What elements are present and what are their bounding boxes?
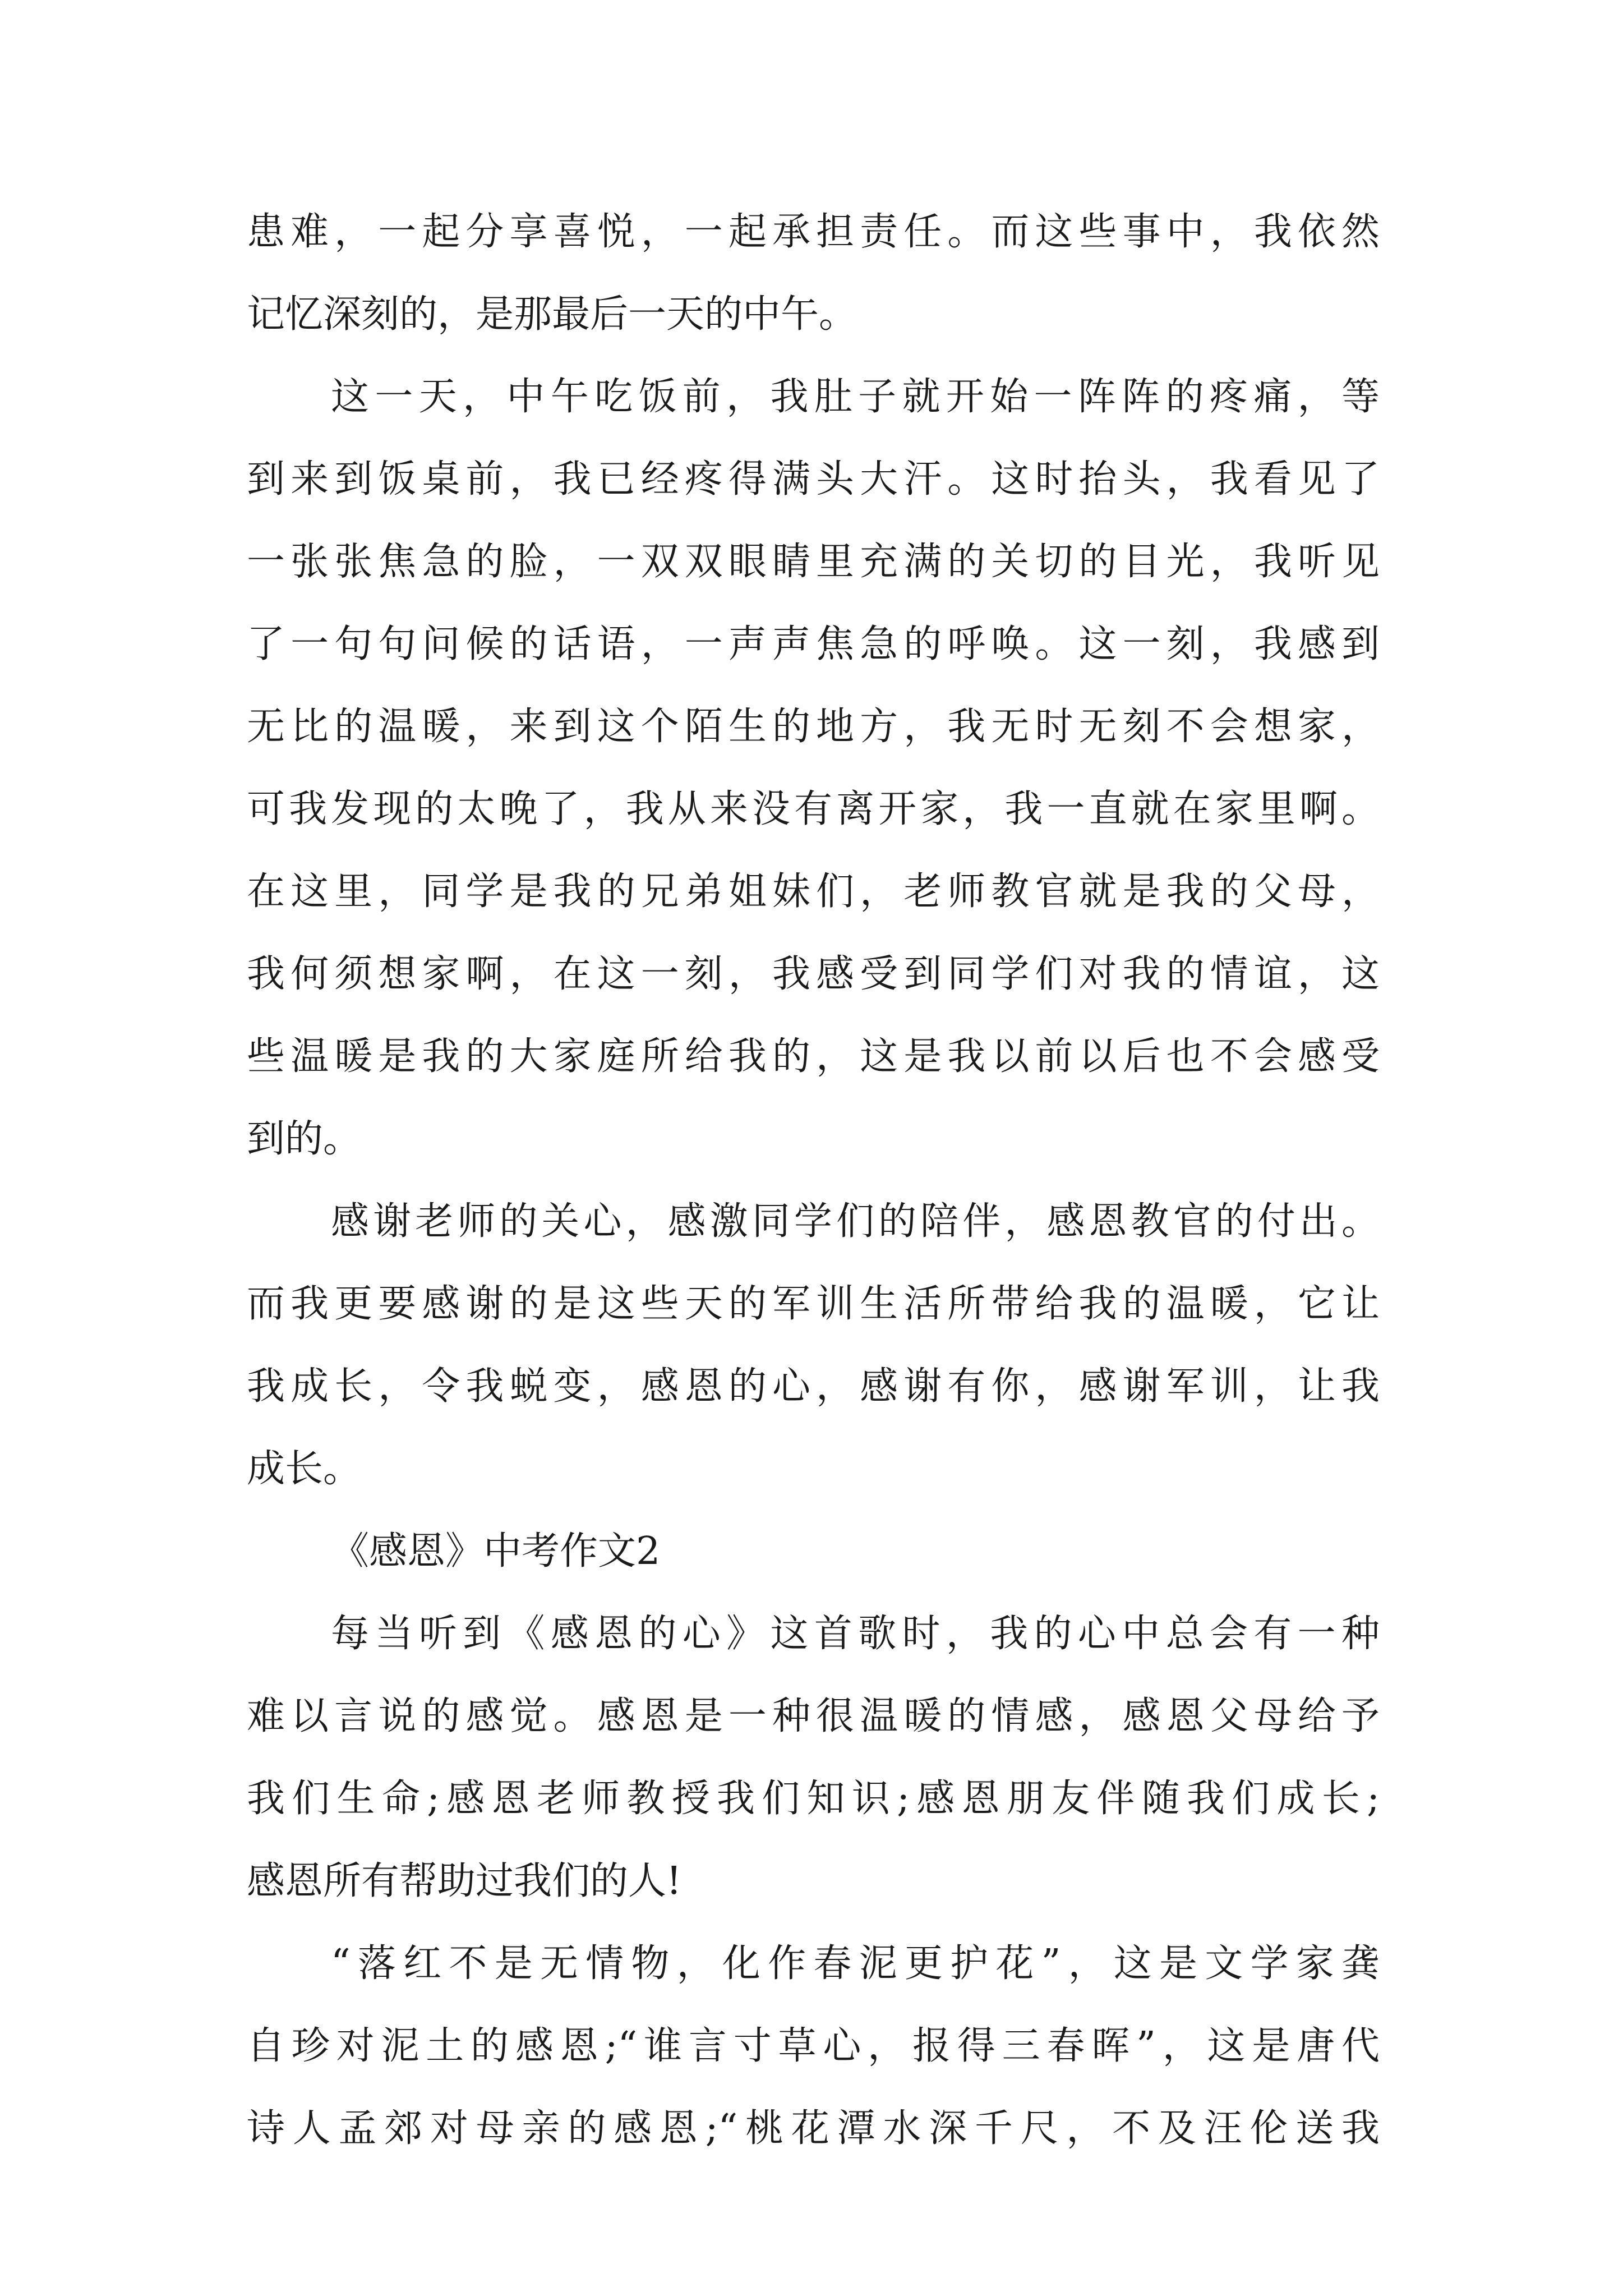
paragraph-start-line: 这一天，中午吃饭前，我肚子就开始一阵阵的疼痛，等	[331, 375, 1380, 419]
text-line: 而我更要感谢的是这些天的军训生活所带给我的温暖，它让	[247, 1282, 1380, 1326]
paragraph-start-line: 感谢老师的关心，感激同学们的陪伴，感恩教官的付出。	[331, 1199, 1380, 1244]
text-line: 在这里，同学是我的兄弟姐妹们，老师教官就是我的父母，	[247, 869, 1380, 914]
section-heading: 《感恩》中考作文2	[331, 1529, 661, 1573]
text-line: 一张张焦急的脸，一双双眼睛里充满的关切的目光，我听见	[247, 540, 1380, 584]
text-line: 自珍对泥土的感恩;“谁言寸草心，报得三春晖”，这是唐代	[247, 2024, 1380, 2068]
text-line: 患难，一起分享喜悦，一起承担责任。而这些事中，我依然	[247, 210, 1380, 254]
paragraph-start-line: “落红不是无情物，化作春泥更护花”，这是文学家龚	[331, 1941, 1380, 1986]
text-line: 了一句句问候的话语，一声声焦急的呼唤。这一刻，我感到	[247, 622, 1380, 666]
text-line: 难以言说的感觉。感恩是一种很温暖的情感，感恩父母给予	[247, 1694, 1380, 1738]
text-line: 到的。	[247, 1117, 362, 1161]
text-line: 记忆深刻的，是那最后一天的中午。	[247, 292, 857, 337]
text-line: 诗人孟郊对母亲的感恩;“桃花潭水深千尺，不及汪伦送我	[247, 2106, 1380, 2151]
text-line: 我何须想家啊，在这一刻，我感受到同学们对我的情谊，这	[247, 952, 1380, 996]
paragraph-start-line: 每当听到《感恩的心》这首歌时，我的心中总会有一种	[331, 1612, 1380, 1656]
text-line: 成长。	[247, 1447, 362, 1491]
text-line: 些温暖是我的大家庭所给我的，这是我以前以后也不会感受	[247, 1034, 1380, 1079]
text-line: 无比的温暖，来到这个陌生的地方，我无时无刻不会想家，	[247, 705, 1380, 749]
text-line: 感恩所有帮助过我们的人!	[247, 1859, 682, 1903]
text-line: 我们生命;感恩老师教授我们知识;感恩朋友伴随我们成长;	[247, 1777, 1380, 1821]
text-line: 可我发现的太晚了，我从来没有离开家，我一直就在家里啊。	[247, 787, 1380, 831]
text-line: 我成长，令我蜕变，感恩的心，感谢有你，感谢军训，让我	[247, 1364, 1380, 1409]
text-line: 到来到饭桌前，我已经疼得满头大汗。这时抬头，我看见了	[247, 457, 1380, 501]
essay-body	[247, 191, 1380, 2170]
